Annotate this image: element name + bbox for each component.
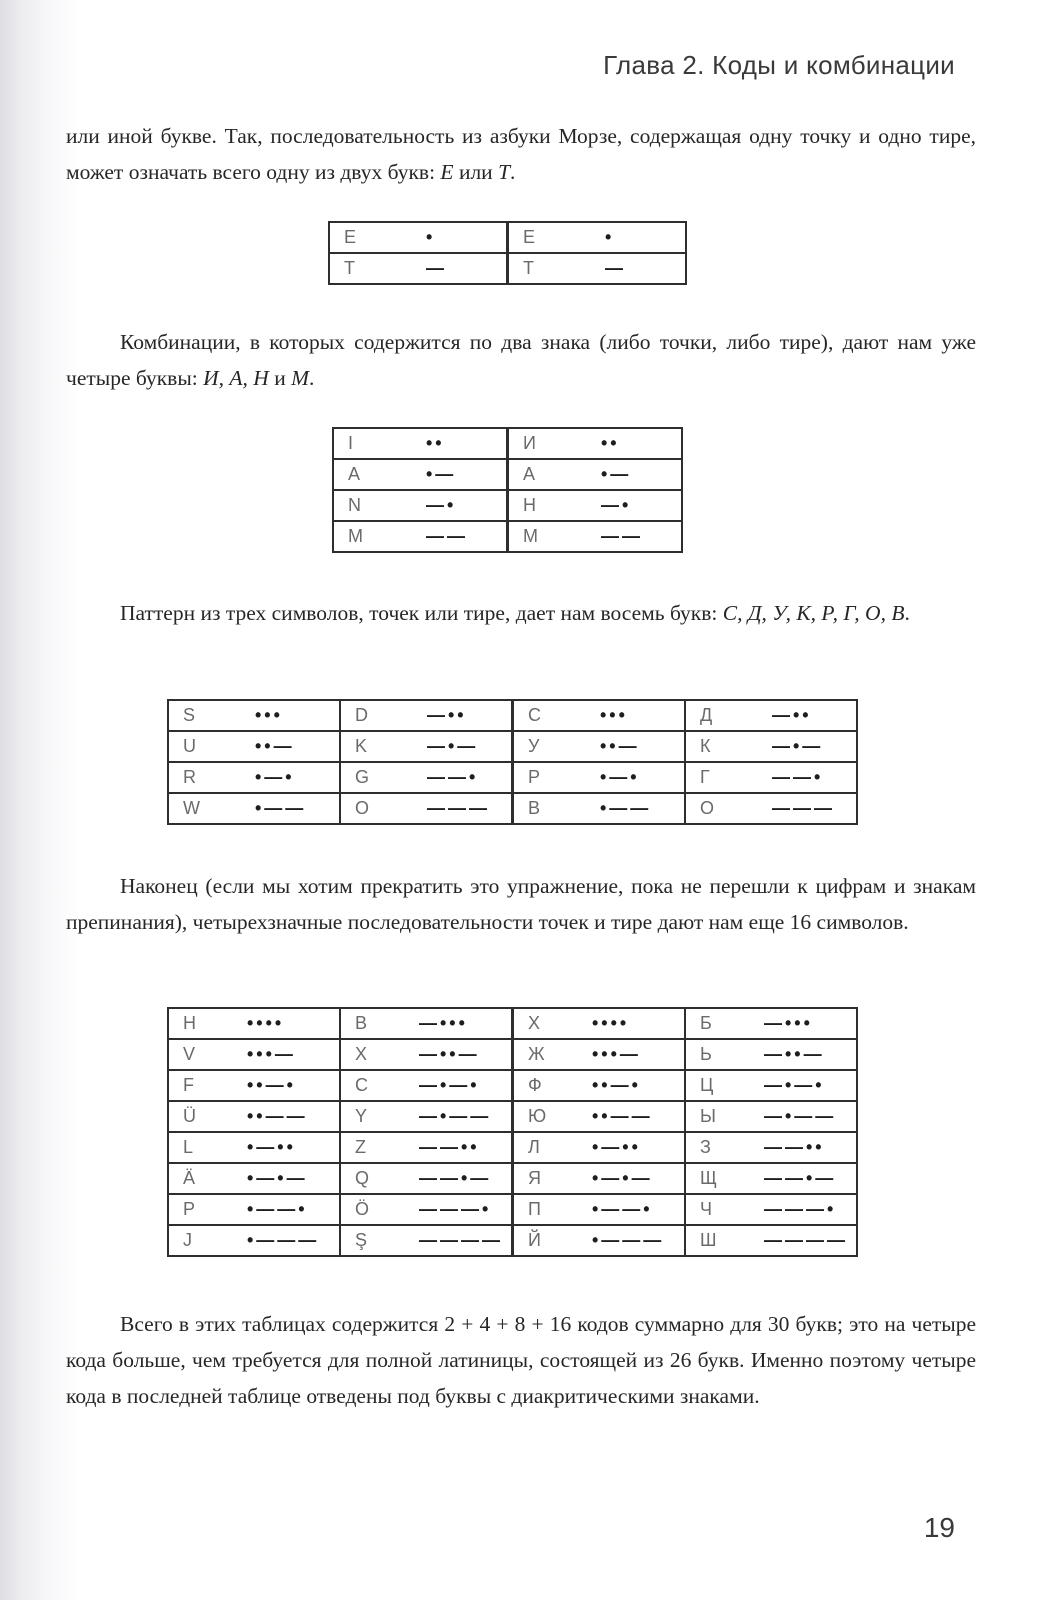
table-cell — [168, 793, 340, 824]
table-cell — [340, 1194, 513, 1225]
table-cell — [168, 1008, 340, 1039]
morse-code: •——• — [247, 1199, 308, 1219]
morse-code: •—— — [255, 798, 307, 818]
morse-letter: X — [355, 1044, 368, 1064]
table-cell — [685, 731, 857, 762]
morse-code: ••• — [600, 705, 628, 725]
morse-code: • — [426, 227, 436, 247]
table-cell — [685, 1039, 857, 1070]
morse-code: —••— — [419, 1044, 480, 1064]
table-cell — [340, 1070, 513, 1101]
morse-code: •—• — [255, 767, 295, 787]
table-cell — [508, 253, 687, 284]
morse-code: ——— — [427, 798, 490, 818]
morse-letter: У — [528, 736, 540, 756]
table-cell — [333, 490, 508, 521]
table-cell — [685, 762, 857, 793]
table-row — [168, 731, 857, 762]
morse-code: •• — [601, 433, 620, 453]
morse-letter: W — [183, 798, 200, 818]
table-cell — [513, 793, 686, 824]
morse-letter: О — [700, 798, 715, 818]
table-row — [168, 1132, 857, 1163]
morse-code: •••• — [592, 1013, 630, 1033]
morse-code: ••• — [255, 705, 283, 725]
table-cell — [685, 1163, 857, 1194]
morse-code: • — [605, 227, 615, 247]
table-cell — [513, 1132, 686, 1163]
morse-code: —— — [601, 526, 643, 546]
morse-code: ———— — [764, 1230, 848, 1250]
morse-letter: К — [700, 736, 711, 756]
table-cell — [513, 1039, 686, 1070]
morse-code: ——•— — [764, 1168, 837, 1188]
table-row — [168, 762, 857, 793]
paragraph-2-mid: и — [268, 366, 292, 390]
morse-letter: P — [183, 1199, 196, 1219]
morse-letter: V — [183, 1044, 196, 1064]
morse-letter: Ь — [700, 1044, 712, 1064]
morse-letter: Ц — [700, 1075, 714, 1095]
morse-letter: Ф — [528, 1075, 542, 1095]
table-cell — [168, 731, 340, 762]
table-cell — [340, 1225, 513, 1256]
morse-letter: З — [700, 1137, 711, 1157]
table-row — [168, 700, 857, 731]
morse-letter: И — [523, 433, 536, 453]
morse-letter: J — [183, 1230, 192, 1250]
morse-code: •—•• — [592, 1137, 641, 1157]
table-cell — [168, 1194, 340, 1225]
morse-letter: D — [355, 705, 368, 725]
table-row — [333, 490, 682, 521]
morse-code: —•— — [772, 736, 824, 756]
table-cell — [333, 521, 508, 552]
table-cell — [513, 1163, 686, 1194]
table-row — [333, 459, 682, 490]
morse-code: •—•• — [247, 1137, 296, 1157]
morse-code: •——• — [592, 1199, 653, 1219]
morse-letter: Й — [528, 1230, 541, 1250]
table-row — [329, 222, 686, 253]
paragraph-1 — [66, 118, 976, 190]
table-cell — [685, 1132, 857, 1163]
table-cell — [685, 1194, 857, 1225]
table-cell — [168, 1070, 340, 1101]
paragraph-2-italic: И, А, Н — [203, 366, 269, 390]
table-cell — [340, 1163, 513, 1194]
morse-letter: Ш — [700, 1230, 717, 1250]
table-cell — [508, 428, 683, 459]
morse-code: ••—• — [247, 1075, 296, 1095]
morse-code: ——• — [772, 767, 824, 787]
table-cell — [685, 1101, 857, 1132]
paragraph-5-text: Всего в этих таблицах содержится 2 + 4 + 8 + 16 кодов суммарно для 30 букв; это на четыре кода больше, чем требуется для полной латиницы, состоящей из 26 букв. Именно поэтому четыре кода в последней таблице отведены под буквы с диакритическими знаками. — [66, 1312, 976, 1408]
table-cell — [340, 700, 513, 731]
paragraph-5 — [66, 1306, 976, 1414]
morse-code: — — [605, 258, 626, 278]
morse-letter: R — [183, 767, 196, 787]
morse-letter: Z — [355, 1137, 366, 1157]
morse-letter: Г — [700, 767, 710, 787]
table-cell — [340, 1132, 513, 1163]
table-cell — [685, 1070, 857, 1101]
morse-code: •—— — [600, 798, 652, 818]
table-cell — [513, 1225, 686, 1256]
morse-code: —••— — [764, 1044, 825, 1064]
morse-code: —•• — [772, 705, 812, 725]
morse-code: •••— — [247, 1044, 296, 1064]
morse-letter: М — [523, 526, 538, 546]
table-cell — [513, 1101, 686, 1132]
morse-code: —•—— — [419, 1106, 492, 1126]
morse-letter: M — [348, 526, 363, 546]
morse-letter: Ю — [528, 1106, 547, 1126]
morse-letter: I — [348, 433, 354, 453]
morse-letter: S — [183, 705, 196, 725]
morse-letter: Х — [528, 1013, 541, 1033]
morse-table-two-symbols — [332, 427, 683, 553]
morse-code: •—•— — [247, 1168, 308, 1188]
morse-code: ———• — [764, 1199, 837, 1219]
table-row — [168, 1008, 857, 1039]
table-row — [333, 428, 682, 459]
table-cell — [508, 521, 683, 552]
morse-code: ———• — [419, 1199, 492, 1219]
morse-code: —• — [601, 495, 632, 515]
morse-letter: H — [183, 1013, 196, 1033]
table-cell — [513, 762, 686, 793]
table-row — [168, 1101, 857, 1132]
morse-code: —•— — [427, 736, 479, 756]
table-row — [168, 1163, 857, 1194]
table-row — [168, 1225, 857, 1256]
table-cell — [685, 793, 857, 824]
morse-code: ••— — [600, 736, 640, 756]
table-cell — [513, 1070, 686, 1101]
morse-letter: E — [344, 227, 357, 247]
morse-code: •——— — [592, 1230, 665, 1250]
table-cell — [685, 700, 857, 731]
morse-letter: Р — [528, 767, 541, 787]
morse-letter: K — [355, 736, 368, 756]
table-cell — [340, 1008, 513, 1039]
table-cell — [168, 1039, 340, 1070]
morse-code: —•—• — [764, 1075, 825, 1095]
paragraph-1-italic-t: T — [498, 160, 511, 184]
morse-code: •••— — [592, 1044, 641, 1064]
morse-letter: С — [528, 705, 541, 725]
table-cell — [340, 1039, 513, 1070]
table-cell — [168, 1225, 340, 1256]
morse-letter: Ы — [700, 1106, 716, 1126]
table-row — [168, 1070, 857, 1101]
morse-table-three-symbols — [167, 699, 858, 825]
paragraph-1-end: . — [510, 160, 516, 184]
table-cell — [513, 731, 686, 762]
morse-code: ———— — [419, 1230, 503, 1250]
morse-letter: N — [348, 495, 361, 515]
morse-letter: O — [355, 798, 370, 818]
table-cell — [685, 1225, 857, 1256]
morse-code: •——— — [247, 1230, 320, 1250]
morse-code: ——•— — [419, 1168, 492, 1188]
morse-letter: В — [528, 798, 541, 818]
paragraph-3-italic: С, Д, У, К, Р, Г, О, В — [722, 601, 905, 625]
morse-code: —••• — [419, 1013, 468, 1033]
morse-code: ——•• — [419, 1137, 480, 1157]
morse-code: —•—• — [419, 1075, 480, 1095]
table-cell — [513, 1194, 686, 1225]
paragraph-3-end: . — [904, 601, 910, 625]
morse-code: •— — [426, 464, 457, 484]
table-cell — [340, 762, 513, 793]
morse-code: —••• — [764, 1013, 813, 1033]
morse-letter: Н — [523, 495, 536, 515]
paragraph-3 — [66, 595, 976, 631]
morse-letter: L — [183, 1137, 194, 1157]
morse-letter: А — [523, 464, 536, 484]
morse-letter: B — [355, 1013, 368, 1033]
morse-code: — — [426, 258, 447, 278]
morse-letter: Л — [528, 1137, 540, 1157]
morse-code: —• — [426, 495, 457, 515]
morse-code: ••—• — [592, 1075, 641, 1095]
paragraph-2-italic-m: М — [291, 366, 310, 390]
paragraph-4-text: Наконец (если мы хотим прекратить это упражнение, пока не перешли к цифрам и знакам препинания), четырехзначные последовательности точек и тире дают нам еще 16 символов. — [66, 874, 976, 934]
morse-letter: Ü — [183, 1106, 196, 1126]
paragraph-2-text: Комбинации, в которых содержится по два знака (либо точки, либо тире), дают нам уже четыре буквы: — [66, 330, 976, 390]
table-cell — [508, 459, 683, 490]
morse-code: —•—— — [764, 1106, 837, 1126]
paragraph-3-text: Паттерн из трех символов, точек или тире, дает нам восемь букв: — [120, 601, 723, 625]
morse-letter: Ч — [700, 1199, 712, 1219]
table-cell — [168, 1132, 340, 1163]
morse-letter: T — [344, 258, 355, 278]
morse-letter: Ö — [355, 1199, 370, 1219]
paragraph-2 — [66, 324, 976, 396]
morse-table-four-symbols — [167, 1007, 858, 1257]
morse-letter: G — [355, 767, 370, 787]
morse-letter: Q — [355, 1168, 370, 1188]
morse-letter: Ş — [355, 1230, 368, 1250]
table-cell — [168, 762, 340, 793]
table-cell — [508, 490, 683, 521]
morse-letter: Б — [700, 1013, 712, 1033]
paragraph-4 — [66, 868, 976, 940]
paragraph-1-italic-e: E — [440, 160, 454, 184]
table-cell — [329, 222, 508, 253]
table-cell — [340, 731, 513, 762]
table-cell — [333, 459, 508, 490]
morse-code: •— — [601, 464, 632, 484]
table-cell — [340, 793, 513, 824]
morse-code: ——• — [427, 767, 479, 787]
page-number: 19 — [923, 1512, 955, 1543]
table-row — [333, 521, 682, 552]
morse-letter: Ж — [528, 1044, 545, 1064]
table-cell — [513, 700, 686, 731]
table-cell — [508, 222, 687, 253]
morse-letter: E — [523, 227, 536, 247]
table-row — [329, 253, 686, 284]
table-cell — [340, 1101, 513, 1132]
morse-code: •• — [426, 433, 445, 453]
paragraph-2-end: . — [309, 366, 315, 390]
morse-code: ——— — [772, 798, 835, 818]
morse-letter: Д — [700, 705, 713, 725]
paragraph-1-mid: или — [453, 160, 499, 184]
morse-code: ••—— — [592, 1106, 653, 1126]
morse-letter: T — [523, 258, 534, 278]
morse-code: ••— — [255, 736, 295, 756]
morse-code: •—• — [600, 767, 640, 787]
morse-letter: U — [183, 736, 196, 756]
morse-code: ••—— — [247, 1106, 308, 1126]
table-cell — [168, 1101, 340, 1132]
running-header: Глава 2. Коды и комбинации — [603, 50, 955, 80]
table-cell — [168, 1163, 340, 1194]
table-row — [168, 1194, 857, 1225]
morse-letter: Y — [355, 1106, 368, 1126]
morse-letter: П — [528, 1199, 541, 1219]
morse-table-one-symbol — [328, 221, 687, 285]
morse-letter: Ä — [183, 1168, 196, 1188]
table-cell — [513, 1008, 686, 1039]
morse-code: —— — [426, 526, 468, 546]
morse-code: •—•— — [592, 1168, 653, 1188]
morse-code: •••• — [247, 1013, 285, 1033]
paragraph-1-text: или иной букве. Так, последовательность из азбуки Морзе, содержащая одну точку и одно тире, может означать всего одну из двух букв: — [66, 124, 976, 184]
morse-letter: C — [355, 1075, 368, 1095]
morse-letter: A — [348, 464, 361, 484]
table-cell — [685, 1008, 857, 1039]
morse-letter: Щ — [700, 1168, 717, 1188]
table-row — [168, 1039, 857, 1070]
morse-letter: F — [183, 1075, 194, 1095]
morse-code: —•• — [427, 705, 467, 725]
morse-letter: Я — [528, 1168, 541, 1188]
table-cell — [333, 428, 508, 459]
morse-code: ——•• — [764, 1137, 825, 1157]
table-row — [168, 793, 857, 824]
table-cell — [168, 700, 340, 731]
table-cell — [329, 253, 508, 284]
